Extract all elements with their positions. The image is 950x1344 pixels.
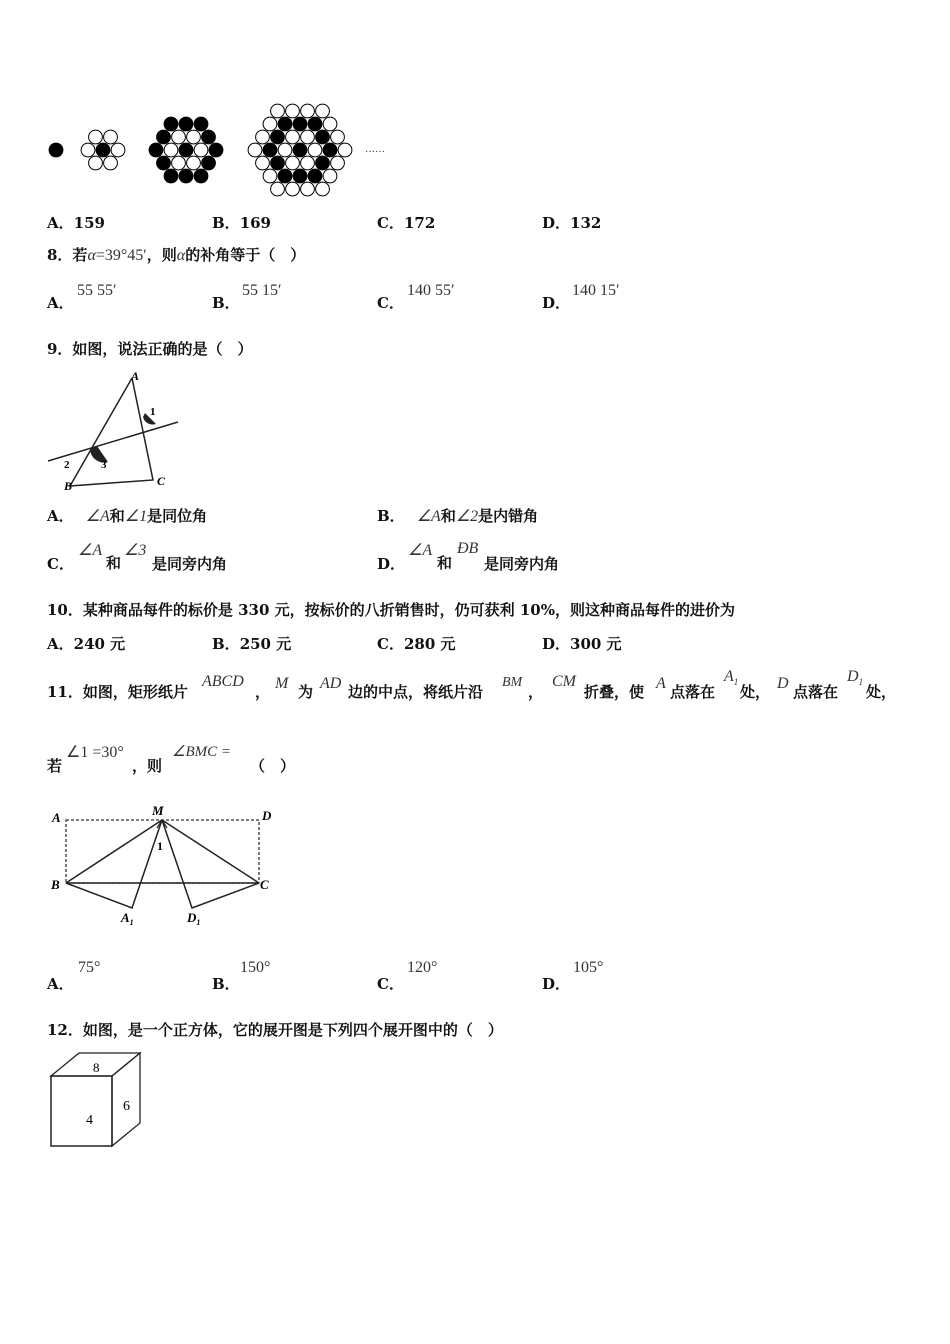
q9-option-d-and: 和	[437, 554, 453, 572]
pattern-dot	[179, 169, 193, 183]
q11-s3: 为	[298, 683, 314, 701]
pattern-dot	[278, 117, 292, 131]
q11-s4: 边的中点，将纸片沿	[348, 683, 484, 701]
pattern-dot	[316, 182, 330, 196]
q9-option-c-text: 是同旁内角	[152, 555, 228, 573]
pattern-dot	[331, 130, 345, 144]
pattern-dot	[194, 117, 208, 131]
pattern-dot	[286, 130, 300, 144]
pattern-dot	[316, 156, 330, 170]
q9-option-c-angle-a: ∠A	[78, 542, 103, 559]
q7-option-b[interactable]: B．169	[212, 214, 271, 232]
pattern-dot	[172, 156, 186, 170]
pattern-dot	[157, 130, 171, 144]
q9-option-d-text: 是同旁内角	[484, 555, 560, 573]
pattern-dot	[301, 156, 315, 170]
pattern-dot	[308, 117, 322, 131]
q11-a: A	[656, 675, 666, 692]
q8-option-b-value: 55 15′	[242, 282, 282, 299]
q9-option-c-and: 和	[106, 554, 122, 572]
label-angle-2: 2	[64, 459, 70, 471]
pattern-dot	[104, 130, 118, 144]
pattern-dot	[338, 143, 352, 157]
pattern-dot	[194, 143, 208, 157]
pattern-dot	[263, 117, 277, 131]
pattern-dot	[263, 169, 277, 183]
q11-angle1: ∠1 =30°	[66, 744, 124, 761]
q8-option-d-value: 140 15′	[572, 282, 620, 299]
q11-option-c-value: 120°	[407, 959, 438, 976]
q11-option-d-value: 105°	[573, 959, 604, 976]
continuation-dots: ……	[365, 144, 385, 155]
pattern-dot	[278, 169, 292, 183]
label-d1: $D_1$	[187, 910, 201, 927]
q7-option-c[interactable]: C．172	[377, 214, 436, 232]
pattern-figure-1	[49, 143, 63, 157]
pattern-dot	[293, 117, 307, 131]
q11-s1: 11．如图，矩形纸片	[47, 683, 188, 701]
q10-stem: 10．某种商品每件的标价是 330 元，按标价的八折销售时，仍可获利 10%，则这种商品每件的进价为	[47, 601, 735, 619]
rectangle-fold-figure	[47, 800, 282, 930]
label-d: D	[262, 808, 272, 823]
q9-option-c-angle-3: ∠3	[124, 542, 147, 559]
pattern-dot	[301, 104, 315, 118]
q9-option-a[interactable]: A． ∠A和∠1是同位角	[47, 507, 208, 525]
pattern-dot	[209, 143, 223, 157]
q11-d: D	[777, 675, 789, 692]
q11-s10: 处，	[866, 683, 897, 701]
cube-figure	[45, 1048, 150, 1153]
pattern-dot	[323, 169, 337, 183]
q7-option-a[interactable]: A．159	[47, 214, 105, 232]
q8-stem: 8．若α=39°45′，则α的补角等于（ ）	[47, 246, 306, 264]
pattern-dot	[194, 169, 208, 183]
pattern-dot	[271, 182, 285, 196]
pattern-dot	[316, 130, 330, 144]
dot-pattern-figure	[40, 95, 400, 200]
pattern-dot	[278, 143, 292, 157]
cube-right-number: 6	[123, 1099, 130, 1114]
q11-d1: $D_1$	[847, 668, 864, 688]
q11-option-a-value: 75°	[78, 959, 101, 976]
pattern-dot	[202, 156, 216, 170]
q8-option-b[interactable]: B．	[212, 294, 240, 312]
q11-option-a[interactable]: A．	[47, 975, 74, 993]
q11-s5: ，	[528, 683, 544, 701]
q10-option-d[interactable]: D．300 元	[542, 635, 622, 653]
q11-option-b[interactable]: B．	[212, 975, 240, 993]
pattern-dot	[286, 104, 300, 118]
label-c: C	[157, 474, 166, 488]
q9-option-c[interactable]: C．	[47, 555, 74, 573]
pattern-dot	[164, 169, 178, 183]
pattern-dot	[293, 143, 307, 157]
q11-option-d[interactable]: D．	[542, 975, 571, 993]
label-a1: $A_1$	[121, 910, 134, 927]
pattern-dot	[271, 130, 285, 144]
pattern-figure-3	[149, 117, 223, 183]
q11-s7: 点落在	[670, 683, 716, 701]
label-angle-3: 3	[101, 459, 107, 471]
pattern-dot	[111, 143, 125, 157]
pattern-dot	[316, 104, 330, 118]
pattern-dot	[172, 130, 186, 144]
label-angle-1: 1	[157, 839, 163, 853]
pattern-dot	[301, 130, 315, 144]
pattern-dot	[104, 156, 118, 170]
pattern-dot	[271, 156, 285, 170]
cube-top-number: 8	[93, 1060, 100, 1075]
q10-option-c[interactable]: C．280 元	[377, 635, 456, 653]
q11-bmc: ∠BMC =	[172, 744, 231, 760]
pattern-dot	[157, 156, 171, 170]
pattern-dot	[202, 130, 216, 144]
q8-option-a-value: 55 55′	[77, 282, 117, 299]
pattern-dot	[248, 143, 262, 157]
label-b: B	[51, 877, 60, 892]
q11-cm: CM	[552, 673, 576, 690]
q11-option-c[interactable]: C．	[377, 975, 404, 993]
label-a: A	[131, 369, 140, 383]
q9-option-d-angle-b: ÐB	[457, 540, 479, 557]
q11-ad: AD	[320, 675, 342, 692]
label-angle-1: 1	[150, 406, 156, 418]
pattern-dot	[308, 169, 322, 183]
pattern-dot	[89, 156, 103, 170]
q9-stem: 9．如图，说法正确的是（ ）	[47, 340, 253, 358]
label-m: M	[152, 803, 164, 818]
pattern-dot	[81, 143, 95, 157]
pattern-dot	[308, 143, 322, 157]
q11-s6: 折叠，使	[584, 683, 645, 701]
q8-option-c[interactable]: C．	[377, 294, 404, 312]
q12-stem: 12．如图，是一个正方体，它的展开图是下列四个展开图中的（ ）	[47, 1021, 503, 1039]
q8-option-d[interactable]: D．	[542, 294, 571, 312]
pattern-dot	[331, 156, 345, 170]
q11-option-b-value: 150°	[240, 959, 271, 976]
q11-s8: 处，	[740, 683, 771, 701]
pattern-dot	[164, 117, 178, 131]
pattern-dot	[89, 130, 103, 144]
q7-option-d[interactable]: D．132	[542, 214, 602, 232]
q8-option-a[interactable]: A．	[47, 294, 74, 312]
q11-abcd: ABCD	[202, 673, 244, 690]
pattern-dot	[179, 117, 193, 131]
label-c: C	[260, 877, 269, 892]
q11-r3: （ ）	[250, 757, 296, 775]
q9-option-d-angle-a: ∠A	[408, 542, 433, 559]
q9-option-b[interactable]: B． ∠A和∠2是内错角	[377, 507, 539, 525]
pattern-dot	[256, 156, 270, 170]
q10-option-a[interactable]: A．240 元	[47, 635, 126, 653]
q11-a1: $A_1$	[724, 668, 739, 688]
label-a: A	[52, 810, 61, 825]
q11-r1: 若	[47, 757, 63, 775]
q8-option-c-value: 140 55′	[407, 282, 455, 299]
q10-option-b[interactable]: B．250 元	[212, 635, 292, 653]
pattern-dot	[301, 182, 315, 196]
pattern-dot	[323, 143, 337, 157]
q11-bm: BM	[502, 675, 523, 690]
pattern-dot	[49, 143, 63, 157]
pattern-dot	[187, 130, 201, 144]
q11-s9: 点落在	[793, 683, 839, 701]
pattern-dot	[286, 182, 300, 196]
q11-m: M	[275, 675, 289, 692]
pattern-dot	[96, 143, 110, 157]
q11-s2: ，	[255, 683, 271, 701]
pattern-dot	[179, 143, 193, 157]
label-b: B	[64, 479, 73, 493]
pattern-dot	[149, 143, 163, 157]
q11-r2: ，则	[132, 757, 163, 775]
pattern-dot	[187, 156, 201, 170]
triangle-figure	[45, 368, 190, 493]
cube-front-number: 4	[86, 1113, 93, 1128]
pattern-dot	[164, 143, 178, 157]
pattern-dot	[263, 143, 277, 157]
pattern-dot	[323, 117, 337, 131]
pattern-dot	[286, 156, 300, 170]
q9-option-d[interactable]: D．	[377, 555, 406, 573]
pattern-dot	[271, 104, 285, 118]
pattern-dot	[256, 130, 270, 144]
pattern-figure-2	[81, 130, 125, 170]
pattern-dot	[293, 169, 307, 183]
pattern-figure-4	[248, 104, 352, 196]
